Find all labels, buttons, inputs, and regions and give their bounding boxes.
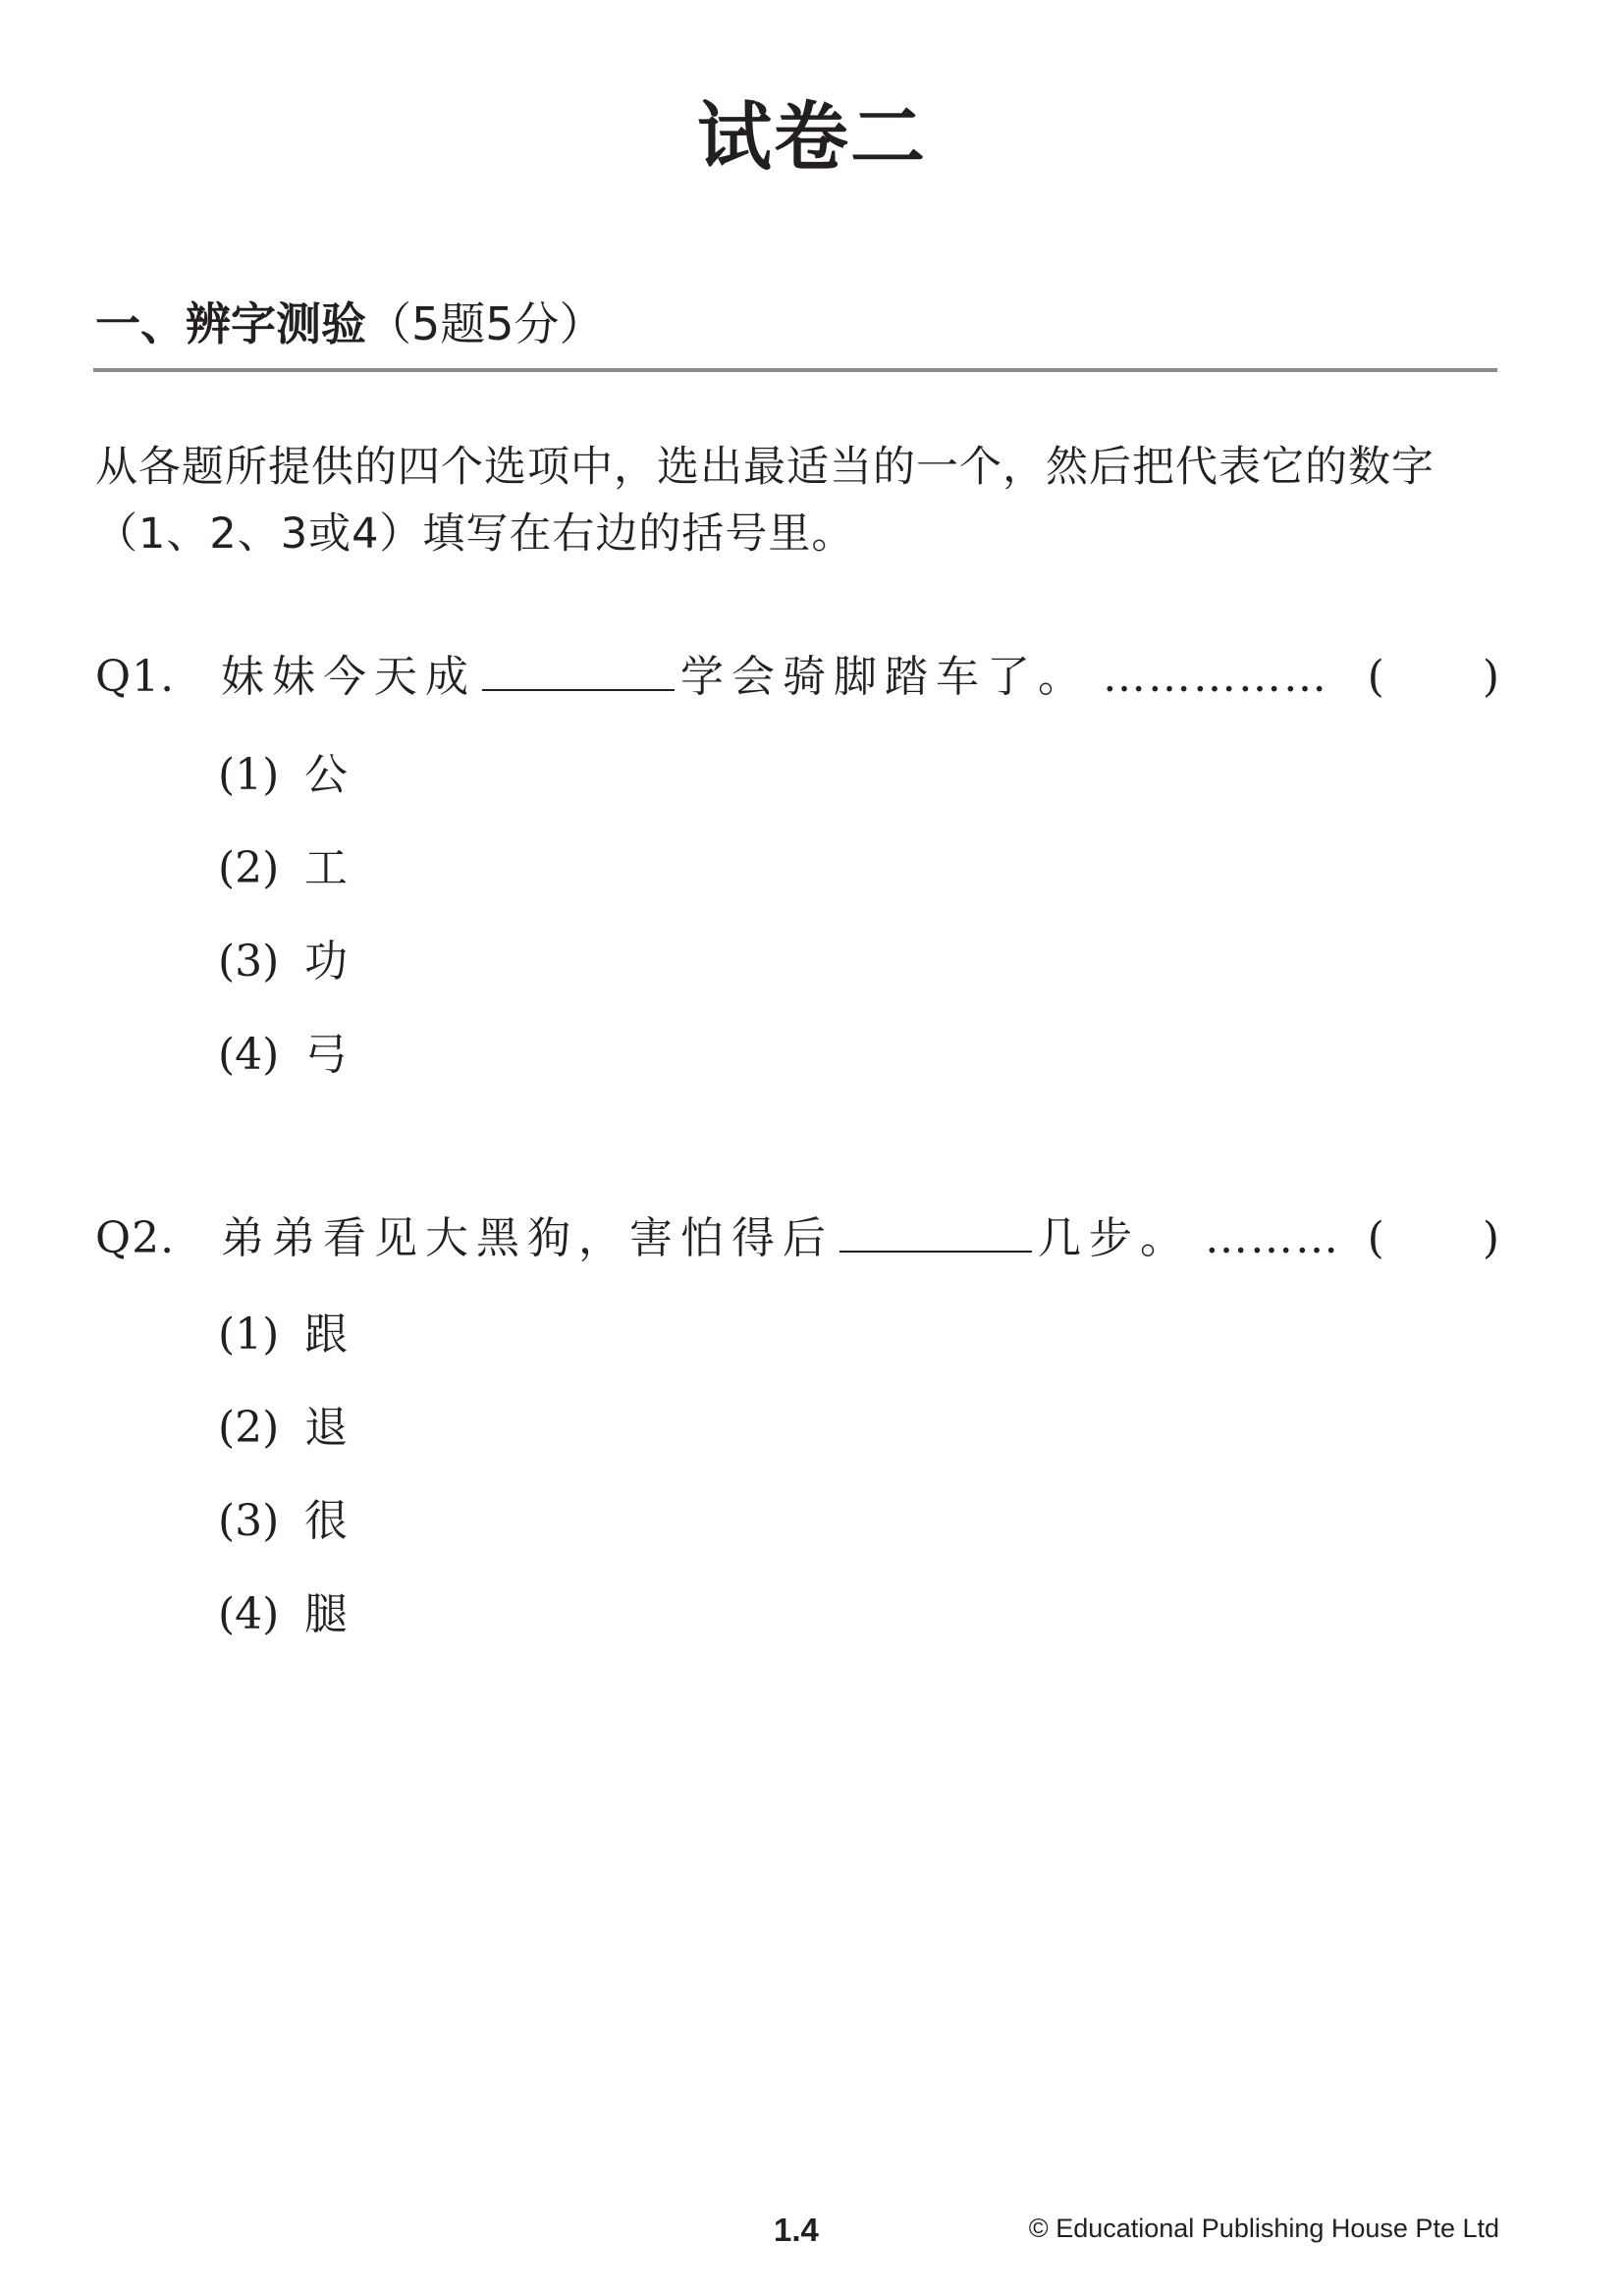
question-stem-before: 妹妹今天成 [221, 652, 476, 702]
section-divider [93, 368, 1497, 372]
option-number: (4) [218, 1589, 280, 1639]
option-item [218, 933, 348, 991]
option-item [218, 1026, 348, 1085]
option-item [218, 1399, 348, 1458]
answer-bracket-open: ( [1367, 652, 1384, 702]
question-number: Q2. [95, 1213, 176, 1263]
dot-leader: ……… [1205, 1213, 1340, 1263]
answer-bracket-close: ) [1482, 1213, 1499, 1263]
option-item [218, 1585, 348, 1644]
option-item [218, 1306, 348, 1364]
option-number: (1) [218, 1309, 280, 1360]
section-heading-text: 一、辨字测验 [95, 297, 366, 350]
option-item [218, 746, 348, 805]
page-number: 1.4 [774, 2212, 819, 2248]
option-item [218, 839, 348, 898]
question-stem-after: 学会骑脚踏车了。 [680, 652, 1089, 702]
answer-blank-line [482, 650, 675, 691]
option-text: 跟 [304, 1309, 348, 1360]
copyright-notice: © Educational Publishing House Pte Ltd [1028, 2214, 1499, 2243]
answer-bracket[interactable] [1368, 1209, 1499, 1268]
option-text: 腿 [304, 1589, 348, 1639]
section-heading [95, 297, 605, 350]
question-2-row [95, 1209, 1499, 1268]
answer-bracket[interactable] [1368, 648, 1499, 707]
option-item [218, 1492, 348, 1551]
option-text: 工 [304, 843, 348, 893]
question-stem-before: 弟弟看见大黑狗，害怕得后 [221, 1213, 834, 1263]
page-title: 试卷二 [697, 93, 927, 181]
option-text: 退 [304, 1403, 348, 1453]
option-text: 很 [304, 1496, 348, 1546]
option-number: (2) [218, 1403, 280, 1453]
option-text: 弓 [304, 1030, 348, 1080]
question-number: Q1. [95, 652, 176, 702]
option-number: (3) [218, 936, 280, 987]
option-number: (2) [218, 843, 280, 893]
question-stem-after: 几步。 [1038, 1213, 1191, 1263]
answer-blank-line [839, 1211, 1032, 1253]
question-1-row [95, 648, 1499, 707]
section-score: （5题5分） [366, 297, 605, 350]
instructions: 从各题所提供的四个选项中，选出最适当的一个，然后把代表它的数字（1、2、3或4）填写在右边的括号里。 [95, 443, 1435, 559]
answer-bracket-close: ) [1482, 652, 1499, 702]
option-text: 功 [304, 936, 348, 987]
dot-leader: …………… [1103, 652, 1328, 702]
option-text: 公 [304, 750, 348, 800]
option-number: (4) [218, 1030, 280, 1080]
answer-bracket-open: ( [1367, 1213, 1384, 1263]
option-number: (3) [218, 1496, 280, 1546]
option-number: (1) [218, 750, 280, 800]
